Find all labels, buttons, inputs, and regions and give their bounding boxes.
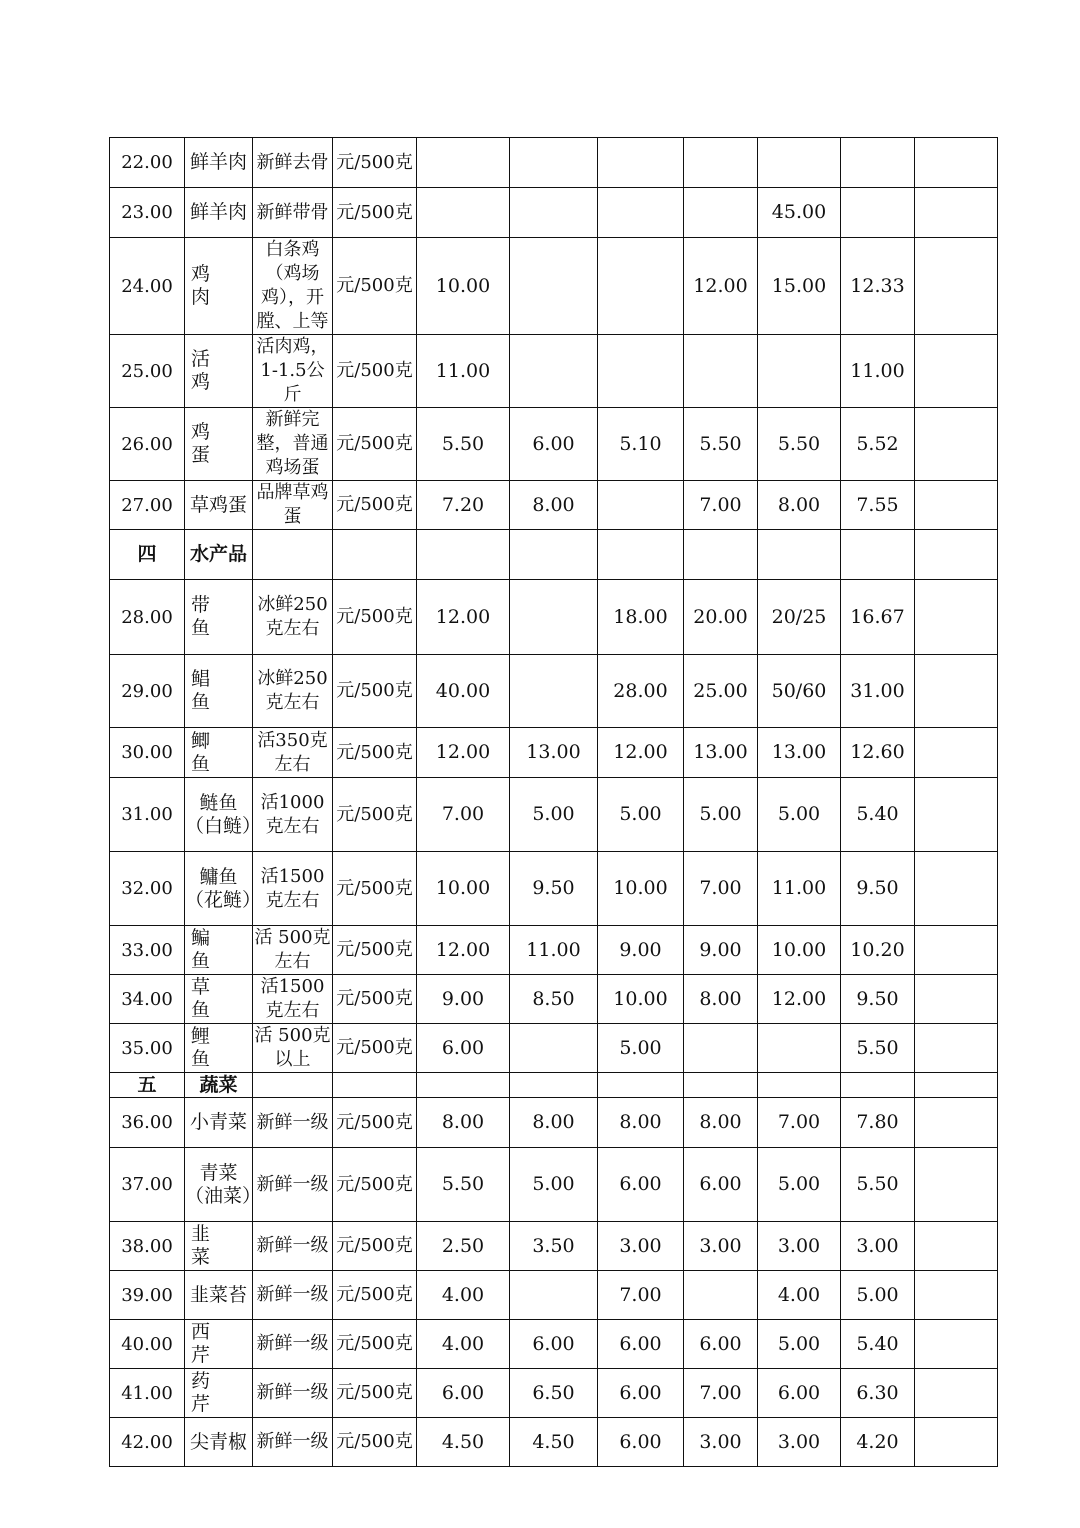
item-spec: 活 500克左右	[253, 926, 333, 975]
item-number: 26.00	[110, 408, 185, 481]
price-cell: 5.50	[684, 408, 758, 481]
price-cell: 7.00	[684, 481, 758, 530]
price-cell	[510, 138, 598, 188]
item-name: 韭 菜	[185, 1222, 253, 1271]
price-cell: 5.50	[417, 408, 510, 481]
item-unit: 元/500克	[333, 778, 417, 852]
price-cell: 11.00	[417, 335, 510, 408]
price-cell	[598, 188, 684, 238]
price-cell	[915, 1024, 998, 1073]
table-row	[110, 238, 998, 335]
price-cell	[684, 188, 758, 238]
item-unit: 元/500克	[333, 852, 417, 926]
price-cell: 9.00	[417, 975, 510, 1024]
empty-cell	[417, 1073, 510, 1098]
price-cell: 5.00	[758, 778, 841, 852]
price-cell: 6.00	[417, 1024, 510, 1073]
price-cell: 10.00	[598, 852, 684, 926]
item-number: 38.00	[110, 1222, 185, 1271]
empty-cell	[253, 1073, 333, 1098]
price-cell: 11.00	[510, 926, 598, 975]
section-title: 水产品	[185, 530, 253, 580]
item-spec: 冰鲜250克左右	[253, 655, 333, 728]
table-row	[110, 1222, 998, 1271]
item-unit: 元/500克	[333, 655, 417, 728]
price-cell	[915, 1369, 998, 1418]
price-cell: 10.00	[758, 926, 841, 975]
price-cell: 6.00	[598, 1369, 684, 1418]
empty-cell	[841, 530, 915, 580]
item-spec: 新鲜一级	[253, 1098, 333, 1148]
price-cell	[758, 1024, 841, 1073]
empty-cell	[598, 530, 684, 580]
price-cell: 5.40	[841, 1320, 915, 1369]
item-spec: 新鲜带骨	[253, 188, 333, 238]
item-number: 23.00	[110, 188, 185, 238]
item-spec: 活 500克以上	[253, 1024, 333, 1073]
empty-cell	[417, 530, 510, 580]
table-row	[110, 852, 998, 926]
item-spec: 新鲜一级	[253, 1148, 333, 1222]
price-cell: 4.00	[417, 1271, 510, 1320]
item-name: 鲫 鱼	[185, 728, 253, 778]
price-cell: 5.50	[841, 1148, 915, 1222]
item-unit: 元/500克	[333, 335, 417, 408]
price-cell: 40.00	[417, 655, 510, 728]
section-number: 四	[110, 530, 185, 580]
empty-cell	[598, 1073, 684, 1098]
price-cell: 12.60	[841, 728, 915, 778]
price-cell	[417, 138, 510, 188]
price-cell	[915, 975, 998, 1024]
price-cell: 3.50	[510, 1222, 598, 1271]
item-spec: 新鲜去骨	[253, 138, 333, 188]
item-unit: 元/500克	[333, 1271, 417, 1320]
price-cell: 7.00	[758, 1098, 841, 1148]
price-cell: 6.50	[510, 1369, 598, 1418]
item-name: 鳙鱼（花鲢）	[185, 852, 253, 926]
price-cell	[915, 335, 998, 408]
item-unit: 元/500克	[333, 188, 417, 238]
price-cell	[915, 728, 998, 778]
item-unit: 元/500克	[333, 1418, 417, 1467]
price-cell: 6.00	[758, 1369, 841, 1418]
price-cell: 7.00	[417, 778, 510, 852]
price-cell: 5.00	[598, 778, 684, 852]
item-spec: 活1500克左右	[253, 975, 333, 1024]
price-cell	[915, 238, 998, 335]
price-cell	[915, 1271, 998, 1320]
price-cell: 12.33	[841, 238, 915, 335]
item-unit: 元/500克	[333, 1148, 417, 1222]
price-cell: 5.52	[841, 408, 915, 481]
table-row	[110, 1271, 998, 1320]
item-number: 33.00	[110, 926, 185, 975]
price-cell: 8.00	[417, 1098, 510, 1148]
section-number: 五	[110, 1073, 185, 1098]
price-cell: 12.00	[417, 926, 510, 975]
item-number: 30.00	[110, 728, 185, 778]
price-cell: 5.40	[841, 778, 915, 852]
price-cell: 25.00	[684, 655, 758, 728]
item-name: 带 鱼	[185, 580, 253, 655]
item-name: 鳊 鱼	[185, 926, 253, 975]
price-cell: 5.00	[841, 1271, 915, 1320]
price-cell: 15.00	[758, 238, 841, 335]
item-spec: 新鲜一级	[253, 1271, 333, 1320]
table-row	[110, 1024, 998, 1073]
item-unit: 元/500克	[333, 1320, 417, 1369]
price-cell: 4.50	[510, 1418, 598, 1467]
item-name: 草鸡蛋	[185, 481, 253, 530]
price-cell: 8.00	[598, 1098, 684, 1148]
table-row	[110, 728, 998, 778]
price-cell: 6.00	[598, 1320, 684, 1369]
empty-cell	[915, 1073, 998, 1098]
price-cell: 9.00	[598, 926, 684, 975]
price-cell: 4.00	[417, 1320, 510, 1369]
price-cell: 9.50	[841, 852, 915, 926]
price-cell: 6.00	[598, 1148, 684, 1222]
price-cell: 3.00	[684, 1222, 758, 1271]
item-name: 鲤 鱼	[185, 1024, 253, 1073]
price-cell: 3.00	[758, 1222, 841, 1271]
price-cell: 10.00	[417, 852, 510, 926]
price-cell: 6.00	[684, 1320, 758, 1369]
price-cell: 8.00	[684, 975, 758, 1024]
price-cell: 5.10	[598, 408, 684, 481]
item-spec: 品牌草鸡蛋	[253, 481, 333, 530]
table-row	[110, 481, 998, 530]
price-cell: 5.50	[758, 408, 841, 481]
table-row	[110, 335, 998, 408]
table-row	[110, 1418, 998, 1467]
price-cell: 4.20	[841, 1418, 915, 1467]
item-number: 41.00	[110, 1369, 185, 1418]
price-cell: 9.50	[510, 852, 598, 926]
price-cell: 10.20	[841, 926, 915, 975]
item-spec: 冰鲜250克左右	[253, 580, 333, 655]
price-cell: 4.00	[758, 1271, 841, 1320]
table-row	[110, 655, 998, 728]
price-cell	[915, 1148, 998, 1222]
price-cell	[510, 1024, 598, 1073]
item-name: 青菜（油菜）	[185, 1148, 253, 1222]
price-cell: 3.00	[841, 1222, 915, 1271]
price-cell	[417, 188, 510, 238]
empty-cell	[333, 1073, 417, 1098]
item-spec: 活350克左右	[253, 728, 333, 778]
item-name: 尖青椒	[185, 1418, 253, 1467]
price-cell: 12.00	[417, 728, 510, 778]
price-cell: 13.00	[758, 728, 841, 778]
price-cell: 6.00	[417, 1369, 510, 1418]
price-cell	[684, 138, 758, 188]
item-unit: 元/500克	[333, 1222, 417, 1271]
table-row	[110, 1098, 998, 1148]
price-cell: 3.00	[684, 1418, 758, 1467]
empty-cell	[333, 530, 417, 580]
item-number: 36.00	[110, 1098, 185, 1148]
price-cell	[915, 655, 998, 728]
price-cell	[915, 1098, 998, 1148]
price-cell	[841, 188, 915, 238]
price-cell	[758, 138, 841, 188]
price-cell	[915, 852, 998, 926]
item-number: 27.00	[110, 481, 185, 530]
item-unit: 元/500克	[333, 975, 417, 1024]
price-cell: 45.00	[758, 188, 841, 238]
item-unit: 元/500克	[333, 238, 417, 335]
item-spec: 活1500克左右	[253, 852, 333, 926]
section-title: 蔬菜	[185, 1073, 253, 1098]
item-number: 22.00	[110, 138, 185, 188]
price-table	[109, 137, 998, 1467]
empty-cell	[510, 530, 598, 580]
table-row	[110, 138, 998, 188]
price-cell	[915, 580, 998, 655]
item-name: 药 芹	[185, 1369, 253, 1418]
price-cell	[510, 655, 598, 728]
price-cell: 4.50	[417, 1418, 510, 1467]
price-cell: 3.00	[758, 1418, 841, 1467]
price-cell: 31.00	[841, 655, 915, 728]
price-cell: 18.00	[598, 580, 684, 655]
price-cell: 11.00	[758, 852, 841, 926]
price-cell	[915, 1222, 998, 1271]
price-cell: 9.50	[841, 975, 915, 1024]
price-cell: 50/60	[758, 655, 841, 728]
price-cell: 5.50	[841, 1024, 915, 1073]
item-name: 活 鸡	[185, 335, 253, 408]
price-cell: 12.00	[758, 975, 841, 1024]
price-cell	[598, 138, 684, 188]
price-cell	[684, 335, 758, 408]
price-cell: 6.00	[684, 1148, 758, 1222]
item-name: 鲜羊肉	[185, 188, 253, 238]
item-name: 鲢鱼（白鲢）	[185, 778, 253, 852]
price-cell	[598, 481, 684, 530]
price-cell: 12.00	[598, 728, 684, 778]
item-number: 25.00	[110, 335, 185, 408]
empty-cell	[758, 530, 841, 580]
price-cell: 2.50	[417, 1222, 510, 1271]
item-unit: 元/500克	[333, 580, 417, 655]
item-spec: 白条鸡（鸡场鸡），开膛、上等	[253, 238, 333, 335]
price-cell: 8.50	[510, 975, 598, 1024]
item-number: 35.00	[110, 1024, 185, 1073]
price-cell	[915, 188, 998, 238]
price-cell	[915, 481, 998, 530]
item-number: 34.00	[110, 975, 185, 1024]
price-cell: 5.00	[758, 1320, 841, 1369]
price-cell: 8.00	[510, 1098, 598, 1148]
price-cell: 20/25	[758, 580, 841, 655]
item-unit: 元/500克	[333, 1369, 417, 1418]
price-cell	[510, 335, 598, 408]
price-cell: 8.00	[758, 481, 841, 530]
price-cell: 5.00	[598, 1024, 684, 1073]
price-cell: 7.00	[684, 852, 758, 926]
price-cell: 20.00	[684, 580, 758, 655]
price-cell	[915, 1320, 998, 1369]
price-cell: 6.00	[598, 1418, 684, 1467]
price-cell	[684, 1024, 758, 1073]
price-cell: 6.00	[510, 1320, 598, 1369]
empty-cell	[841, 1073, 915, 1098]
empty-cell	[758, 1073, 841, 1098]
price-cell	[915, 926, 998, 975]
price-cell: 10.00	[417, 238, 510, 335]
price-cell: 28.00	[598, 655, 684, 728]
price-cell	[510, 580, 598, 655]
item-number: 37.00	[110, 1148, 185, 1222]
empty-cell	[684, 1073, 758, 1098]
price-cell: 11.00	[841, 335, 915, 408]
empty-cell	[915, 530, 998, 580]
price-cell: 5.00	[758, 1148, 841, 1222]
price-cell	[758, 335, 841, 408]
item-number: 24.00	[110, 238, 185, 335]
empty-cell	[684, 530, 758, 580]
price-cell: 12.00	[684, 238, 758, 335]
item-name: 鲳 鱼	[185, 655, 253, 728]
price-cell	[915, 408, 998, 481]
price-cell: 8.00	[684, 1098, 758, 1148]
price-cell: 7.80	[841, 1098, 915, 1148]
item-name: 鸡 肉	[185, 238, 253, 335]
price-cell	[841, 138, 915, 188]
price-cell: 5.00	[684, 778, 758, 852]
item-name: 鸡 蛋	[185, 408, 253, 481]
table-row	[110, 1148, 998, 1222]
item-unit: 元/500克	[333, 1098, 417, 1148]
table-row	[110, 1320, 998, 1369]
price-cell	[598, 238, 684, 335]
item-unit: 元/500克	[333, 408, 417, 481]
price-cell: 5.00	[510, 1148, 598, 1222]
price-cell: 8.00	[510, 481, 598, 530]
table-row	[110, 778, 998, 852]
price-cell	[915, 138, 998, 188]
item-spec: 新鲜一级	[253, 1418, 333, 1467]
item-name: 小青菜	[185, 1098, 253, 1148]
price-cell	[598, 335, 684, 408]
item-spec: 活1000克左右	[253, 778, 333, 852]
price-cell	[510, 188, 598, 238]
price-cell: 6.00	[510, 408, 598, 481]
price-cell: 5.50	[417, 1148, 510, 1222]
item-unit: 元/500克	[333, 481, 417, 530]
price-cell: 5.00	[510, 778, 598, 852]
item-number: 32.00	[110, 852, 185, 926]
item-name: 鲜羊肉	[185, 138, 253, 188]
item-number: 40.00	[110, 1320, 185, 1369]
item-number: 29.00	[110, 655, 185, 728]
price-cell	[915, 1418, 998, 1467]
item-unit: 元/500克	[333, 728, 417, 778]
item-number: 31.00	[110, 778, 185, 852]
item-number: 42.00	[110, 1418, 185, 1467]
item-name: 西 芹	[185, 1320, 253, 1369]
price-cell	[684, 1271, 758, 1320]
table-row	[110, 926, 998, 975]
price-cell	[915, 778, 998, 852]
price-cell: 10.00	[598, 975, 684, 1024]
item-number: 28.00	[110, 580, 185, 655]
price-cell: 9.00	[684, 926, 758, 975]
price-cell: 7.55	[841, 481, 915, 530]
section-row	[110, 530, 998, 580]
table-row	[110, 188, 998, 238]
price-cell: 7.00	[598, 1271, 684, 1320]
price-cell: 7.20	[417, 481, 510, 530]
price-cell: 13.00	[510, 728, 598, 778]
price-cell	[510, 1271, 598, 1320]
item-spec: 新鲜一级	[253, 1222, 333, 1271]
table-row	[110, 1369, 998, 1418]
table-row	[110, 408, 998, 481]
price-cell: 16.67	[841, 580, 915, 655]
item-number: 39.00	[110, 1271, 185, 1320]
price-cell: 3.00	[598, 1222, 684, 1271]
empty-cell	[253, 530, 333, 580]
table-row	[110, 975, 998, 1024]
section-row	[110, 1073, 998, 1098]
item-spec: 新鲜一级	[253, 1369, 333, 1418]
price-cell	[510, 238, 598, 335]
item-unit: 元/500克	[333, 1024, 417, 1073]
item-spec: 新鲜完整，普通鸡场蛋	[253, 408, 333, 481]
item-name: 韭菜苔	[185, 1271, 253, 1320]
item-name: 草 鱼	[185, 975, 253, 1024]
price-cell: 13.00	[684, 728, 758, 778]
item-unit: 元/500克	[333, 138, 417, 188]
item-spec: 新鲜一级	[253, 1320, 333, 1369]
table-row	[110, 580, 998, 655]
price-cell: 6.30	[841, 1369, 915, 1418]
price-cell: 7.00	[684, 1369, 758, 1418]
item-unit: 元/500克	[333, 926, 417, 975]
empty-cell	[510, 1073, 598, 1098]
price-cell: 12.00	[417, 580, 510, 655]
item-spec: 活肉鸡，1-1.5公斤	[253, 335, 333, 408]
